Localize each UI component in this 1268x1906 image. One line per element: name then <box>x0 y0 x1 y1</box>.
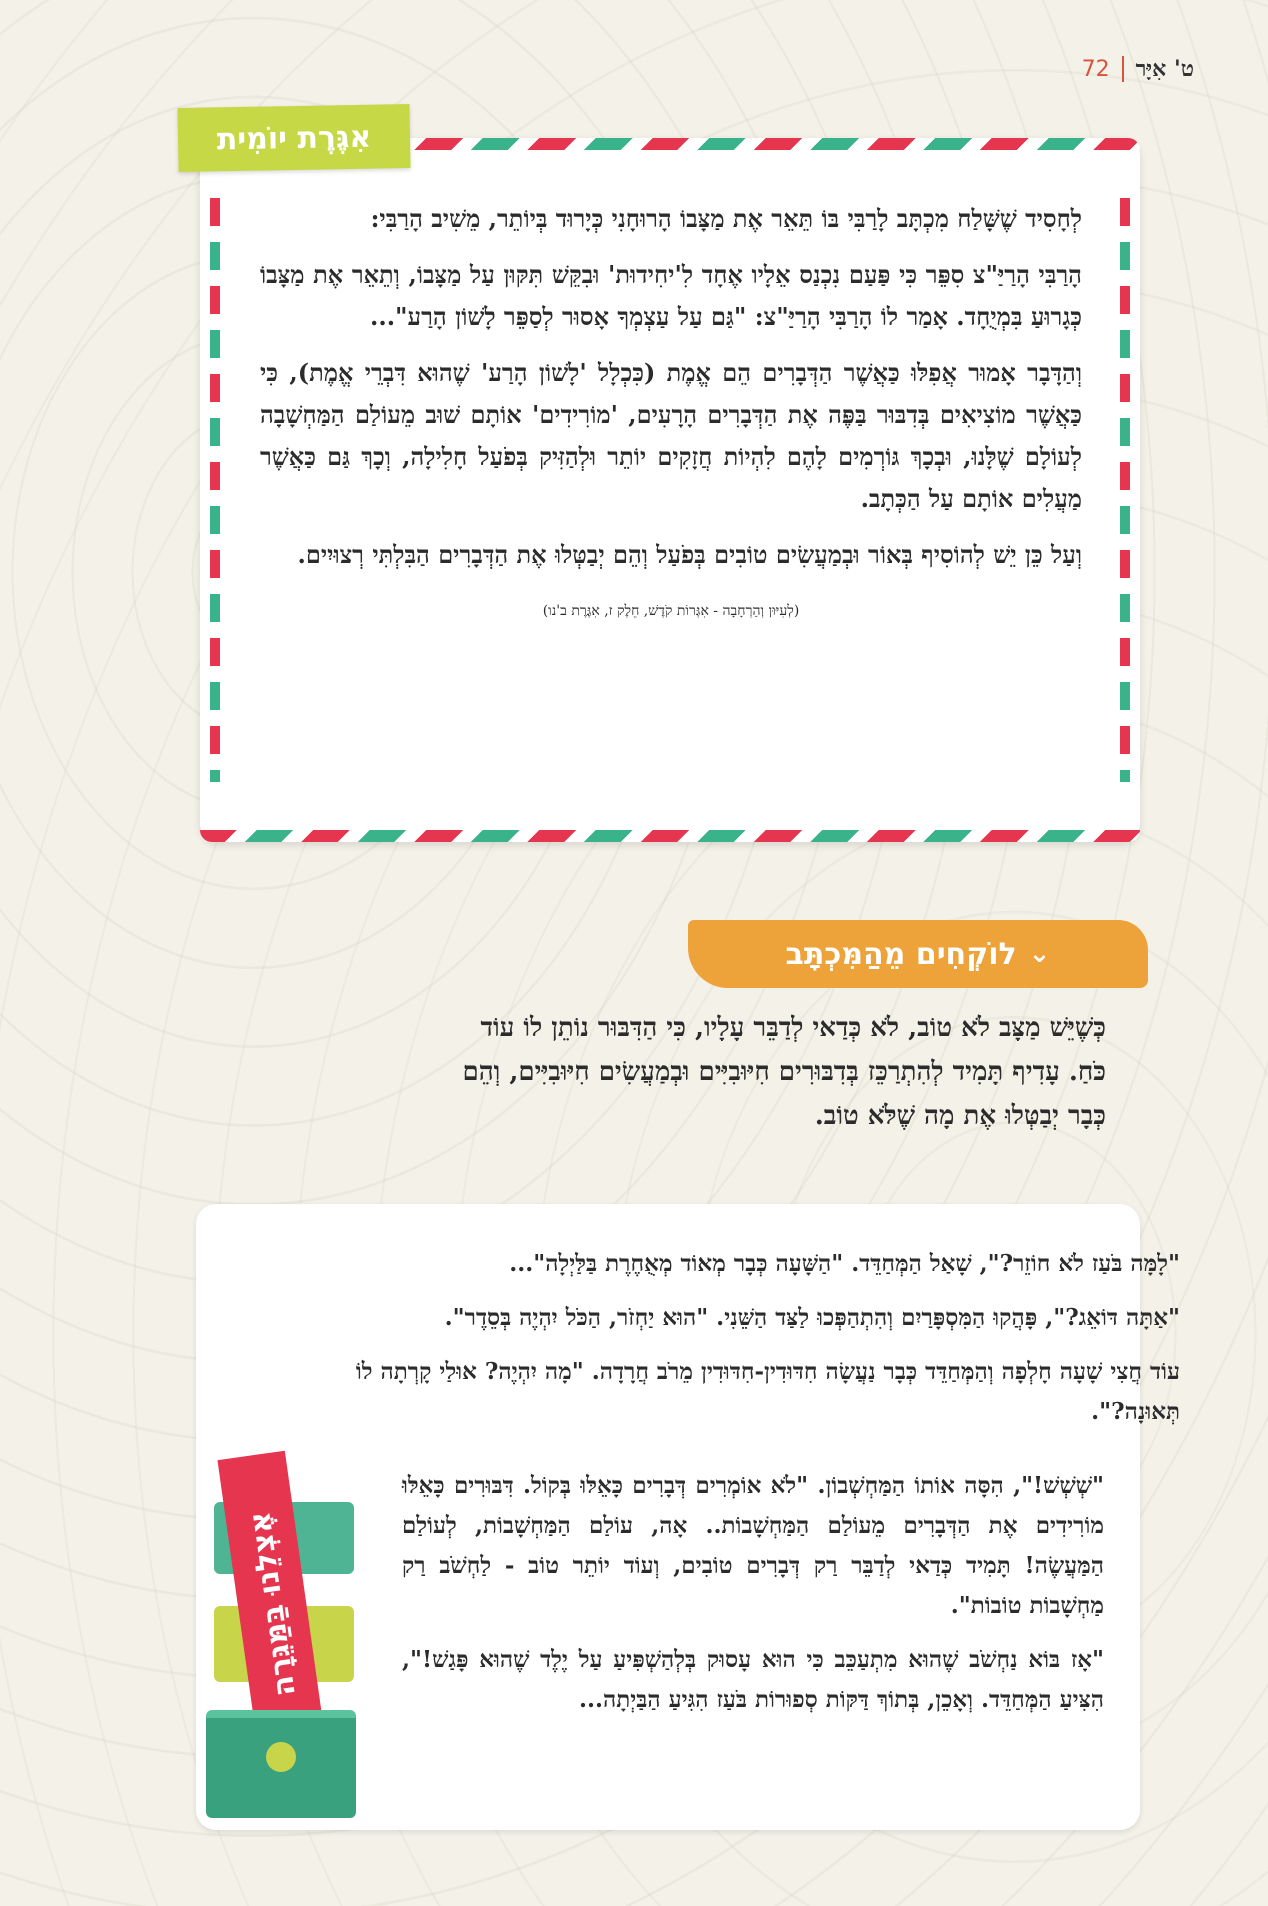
letter-paragraph: הָרַבִּי הָרַיַּ"צ סִפֵּר כִּי פַּעַם נִכְנַס אֵלָיו אֶחָד לִ'יחִידוּת' וּבִקֵּשׁ תִּקּוּן עַל מַצָּבוֹ, וְתֵאֵר אֶת מַצָּבוֹ כְּגָרוּעַ בִּמְיֻחָד. אָמַר לוֹ הָרַבִּי הָרַיַּ"צ: "גַּם עַל עַצְמְךָ אָסוּר לְסַפֵּר לָשׁוֹן הָרַע"... <box>260 260 1082 331</box>
airmail-border-bottom <box>200 830 1140 842</box>
page-date: ט' אִיָּר <box>1135 56 1194 82</box>
story-bottom <box>402 1466 1104 1734</box>
letter-card <box>200 138 1140 842</box>
story-paragraph: "אָז בּוֹא נַחְשֹׁב שֶׁהוּא מִתְעַכֵּב כִּי הוּא עָסוּק בְּלְהַשְׁפִּיעַ עַל יֶלֶד שֶׁהוּא פָּגַשׁ!", הִצִּיעַ הַמְּחַדֵּד. וְאָכֵן, בְּתוֹךְ דַּקּוֹת סְפוּרוֹת בֹּעַז הִגִּיעַ הַבַּיְתָה... <box>402 1646 1104 1713</box>
story-paragraph: עוֹד חֲצִי שָׁעָה חָלְפָה וְהַמְּחַדֵּד כְּבָר נַעֲשָׂה חִדּוּדִין-חִדּוּדִין מֵרֹב חֲרָדָה. "מָה יִהְיֶה? אוּלַי קָרְתָה לוֹ תְּאוּנָה?". <box>355 1358 1180 1425</box>
story-top <box>280 1244 1180 1446</box>
letter-body <box>260 198 1082 632</box>
airmail-border-left <box>210 198 220 782</box>
drawer-illustration <box>200 1446 380 1816</box>
letter-paragraph: וְהַדָּבָר אָמוּר אֲפִלּוּ כַּאֲשֶׁר הַדְּבָרִים הֵם אֱמֶת (כִּכְלָל 'לָשׁוֹן הָרַע' שֶׁהוּא דִּבְרֵי אֱמֶת), כִּי כַּאֲשֶׁר מוֹצִיאִים בְּדִבּוּר בַּפֶּה אֶת הַדְּבָרִים הָרָעִים, 'מוֹרִידִים' אוֹתָם שׁוּב מֵעוֹלַם הַמַּחְשָׁבָה לְעוֹלָם שֶׁלָּנוּ, וּבְכָךְ גּוֹרְמִים לָהֶם לִהְיוֹת חֲזָקִים יוֹתֵר וּלְהַזִּיק בְּפֹעַל חָלִילָה, וְכָךְ גַּם כַּאֲשֶׁר מַעֲלִים אוֹתָם עַל הַכְּתָב. <box>260 358 1082 513</box>
lesson-title: לוֹקְחִים מֵהַמִּכְתָּב <box>785 936 1017 972</box>
header-divider <box>1122 56 1124 82</box>
story-paragraph: "אַתָּה דּוֹאֵג?", פָּהֲקוּ הַמִּסְפָּרַיִם וְהִתְהַפְּכוּ לַצַּד הַשֵּׁנִי. "הוּא יַחְזֹר, הַכֹּל יִהְיֶה בְּסֵדֶר". <box>444 1304 1180 1331</box>
page-number: 72 <box>1081 56 1110 82</box>
page-header <box>1082 56 1194 82</box>
letter-paragraph: לְחָסִיד שֶׁשָּׁלַח מִכְתָּב לָרַבִּי בּוֹ תֵּאֵר אֶת מַצָּבוֹ הָרוּחָנִי כְּיָרוּד בְּיוֹתֵר, מֵשִׁיב הָרַבִּי: <box>370 204 1082 233</box>
story-paragraph: "שְׁשְׁשׁ!", הִסָּה אוֹתוֹ הַמַּחְשְׁבוֹן. "לֹא אוֹמְרִים דְּבָרִים כָּאֵלּוּ בְּקוֹל. דִּבּוּרִים כָּאֵלּוּ מוֹרִידִים אֶת הַדְּבָרִים מֵעוֹלַם הַמַּחְשָׁבוֹת.. אָה, עוֹלַם הַמַּחְשָׁבוֹת, לְעוֹלַם הַמַּעֲשֶׂה! תָּמִיד כְּדַאי לְדַבֵּר רַק דְּבָרִים טוֹבִים, וְעוֹד יוֹתֵר טוֹב - לַחְשֹׁב רַק מַחְשָׁבוֹת טוֹבוֹת". <box>402 1472 1104 1619</box>
drawer-knob <box>266 1742 296 1772</box>
letter-paragraph: וְעַל כֵּן יֵשׁ לְהוֹסִיף בְּאוֹר וּבְמַעֲשִׂים טוֹבִים בְּפֹעַל וְהֵם יְבַטְּלוּ אֶת הַדְּבָרִים הַבִּלְתִּי רְצוּיִים. <box>297 540 1082 569</box>
letter-tag <box>177 104 410 172</box>
letter-source: (לְעִיּוּן וְהַרְחָבָה - אִגְּרוֹת קֹדֶשׁ, חֵלֶק ז, אִגֶּרֶת ב'נו) <box>542 603 800 619</box>
lesson-text: כְּשֶׁיֵּשׁ מַצָּב לֹא טוֹב, לֹא כְּדַאי לְדַבֵּר עָלָיו, כִּי הַדִּבּוּר נוֹתֵן לוֹ עוֹד כֹּחַ. עָדִיף תָּמִיד לְהִתְרַכֵּז בְּדִבּוּרִים חִיּוּבִיִּים וּבְמַעֲשִׂים חִיּוּבִיִּים, וְהֵם כְּבָר יְבַטְּלוּ אֶת מָה שֶׁלֹּא טוֹב. <box>462 1013 1106 1131</box>
letter-tag-label: אִגֶּרֶת יוֹמִית <box>216 119 372 157</box>
lesson-banner <box>688 920 1148 988</box>
chevrons-down-icon: ⌄ <box>1028 939 1051 969</box>
airmail-border-right <box>1120 198 1130 782</box>
story-label: אֶצְלֵנוּ בַּמַּגֵּרָה <box>241 1509 303 1699</box>
story-paragraph: "לָמָּה בֹּעַז לֹא חוֹזֵר?", שָׁאַל הַמְּחַדֵּד. "הַשָּׁעָה כְּבָר מְאוֹד מְאֻחֶרֶת בַּלַּיְלָה"... <box>509 1250 1180 1277</box>
